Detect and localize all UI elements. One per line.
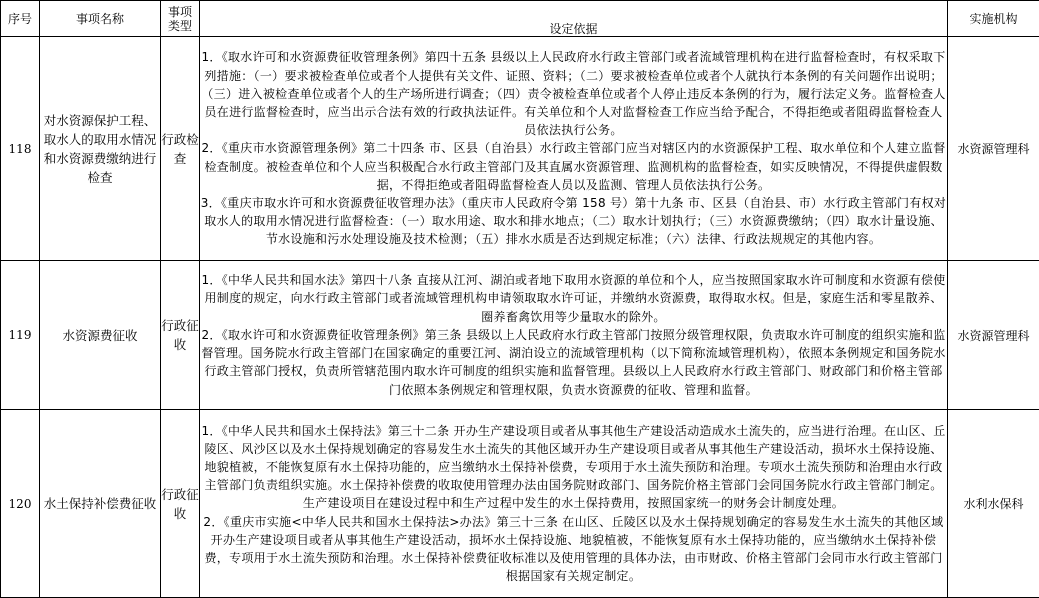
basis-paragraph: 2．《重庆市水资源管理条例》第二十四条 市、区县（自治县）水行政主管部门应当对辖区内的水资源保护工程、取水单位和个人建立监督检查制度。被检查单位和个人应当积极配合水行政主管部门及其直属水资源管理、监测机构的监督检查，如实反映情况，不得提供虚假数据，不得拒绝或者阻碍监督检查人员以及监测、管理人员依法执行公务。 <box>200 139 947 194</box>
table-row <box>1 37 1039 261</box>
header-row <box>1 1 1039 37</box>
basis-paragraph: 2．《取水许可和水资源费征收管理条例》第三条 县级以上人民政府水行政主管部门按照分级管理权限，负责取水许可制度的组织实施和监督管理。国务院水行政主管部门在国家确定的重要江河、湖泊设立的流域管理机构（以下简称流域管理机构），依照本条例规定和国务院水行政主管部门授权，负责所管辖范围内取水许可制度的组织实施和监督管理。县级以上人民政府水行政主管部门、财政部门和价格主管部门依照本条例规定和管理权限，负责水资源费的征收、管理和监督。 <box>200 326 947 399</box>
row-item-type: 行政检查 <box>161 37 200 261</box>
row-org: 水资源管理科 <box>948 261 1039 410</box>
header-org: 实施机构 <box>948 1 1039 37</box>
row-org: 水资源管理科 <box>948 37 1039 261</box>
row-item-name: 水土保持补偿费征收 <box>40 410 161 598</box>
header-name: 事项名称 <box>40 1 161 37</box>
header-seq: 序号 <box>1 1 40 37</box>
row-basis <box>200 261 948 410</box>
row-seq: 120 <box>1 410 40 598</box>
row-seq: 118 <box>1 37 40 261</box>
row-org: 水利水保科 <box>948 410 1039 598</box>
header-type-line2: 类型 <box>161 19 199 33</box>
basis-paragraph: 2．《重庆市实施<中华人民共和国水土保持法>办法》第三十三条 在山区、丘陵区以及水土保持规划确定的容易发生水土流失的其他区域开办生产建设项目或者从事其他生产建设活动，损坏水土保持设施、地貌植被，不能恢复原有水土保持功能的，应当缴纳水土保持补偿费，专项用于水土流失预防和治理。水土保持补偿费征收标准以及使用管理的具体办法，由市财政、价格主管部门会同市水行政主管部门根据国家有关规定制定。 <box>200 513 947 586</box>
header-type-line1: 事项 <box>161 5 199 19</box>
basis-paragraph: 1．《中华人民共和国水土保持法》第三十二条 开办生产建设项目或者从事其他生产建设活动造成水土流失的，应当进行治理。在山区、丘陵区、风沙区以及水土保持规划确定的容易发生水土流失的其他区域开办生产建设项目或者从事其他生产建设活动，损坏水土保持设施、地貌植被，不能恢复原有水土保持功能的，应当缴纳水土保持补偿费，专项用于水土流失预防和治理。专项水土流失预防和治理由水行政主管部门负责组织实施。水土保持补偿费的收取使用管理办法由国务院财政部门、国务院价格主管部门会同国务院水行政主管部门制定。生产建设项目在建设过程中和生产过程中发生的水土保持费用，按照国家统一的财务会计制度处理。 <box>200 422 947 513</box>
row-item-name: 对水资源保护工程、取水人的取用水情况和水资源费缴纳进行检查 <box>40 37 161 261</box>
row-basis <box>200 37 948 261</box>
row-item-type: 行政征收 <box>161 410 200 598</box>
header-type <box>161 1 200 37</box>
basis-paragraph: 1．《中华人民共和国水法》第四十八条 直接从江河、湖泊或者地下取用水资源的单位和个人，应当按照国家取水许可制度和水资源有偿使用制度的规定，向水行政主管部门或者流域管理机构申请领取取水许可证，并缴纳水资源费，取得取水权。但是，家庭生活和零星散养、圈养畜禽饮用等少量取水的除外。 <box>200 271 947 326</box>
row-item-name: 水资源费征收 <box>40 261 161 410</box>
table-row <box>1 410 1039 598</box>
header-basis: 设定依据 <box>200 1 948 37</box>
row-item-type: 行政征收 <box>161 261 200 410</box>
basis-paragraph: 3．《重庆市取水许可和水资源费征收管理办法》（重庆市人民政府令第 158 号）第十九条 市、区县（自治县、市）水行政主管部门有权对取水人的取用水情况进行监督检查：（一）取水用途、取水和排水地点；（二）取水计划执行；（三）水资源费缴纳；（四）取水计量设施、节水设施和污水处理设施及技术检测；（五）排水水质是否达到规定标准；（六）法律、行政法规规定的其他内容。 <box>200 194 947 249</box>
row-seq: 119 <box>1 261 40 410</box>
basis-paragraph: 1．《取水许可和水资源费征收管理条例》第四十五条 县级以上人民政府水行政主管部门或者流域管理机构在进行监督检查时，有权采取下列措施：（一）要求被检查单位或者个人提供有关文件、证照、资料；（二）要求被检查单位或者个人就执行本条例的有关问题作出说明；（三）进入被检查单位或者个人的生产场所进行调查；（四）责令被检查单位或者个人停止违反本条例的行为，履行法定义务。监督检查人员在进行监督检查时，应当出示合法有效的行政执法证件。有关单位和个人对监督检查工作应当给予配合，不得拒绝或者阻碍监督检查人员依法执行公务。 <box>200 48 947 139</box>
row-basis <box>200 410 948 598</box>
table-row <box>1 261 1039 410</box>
